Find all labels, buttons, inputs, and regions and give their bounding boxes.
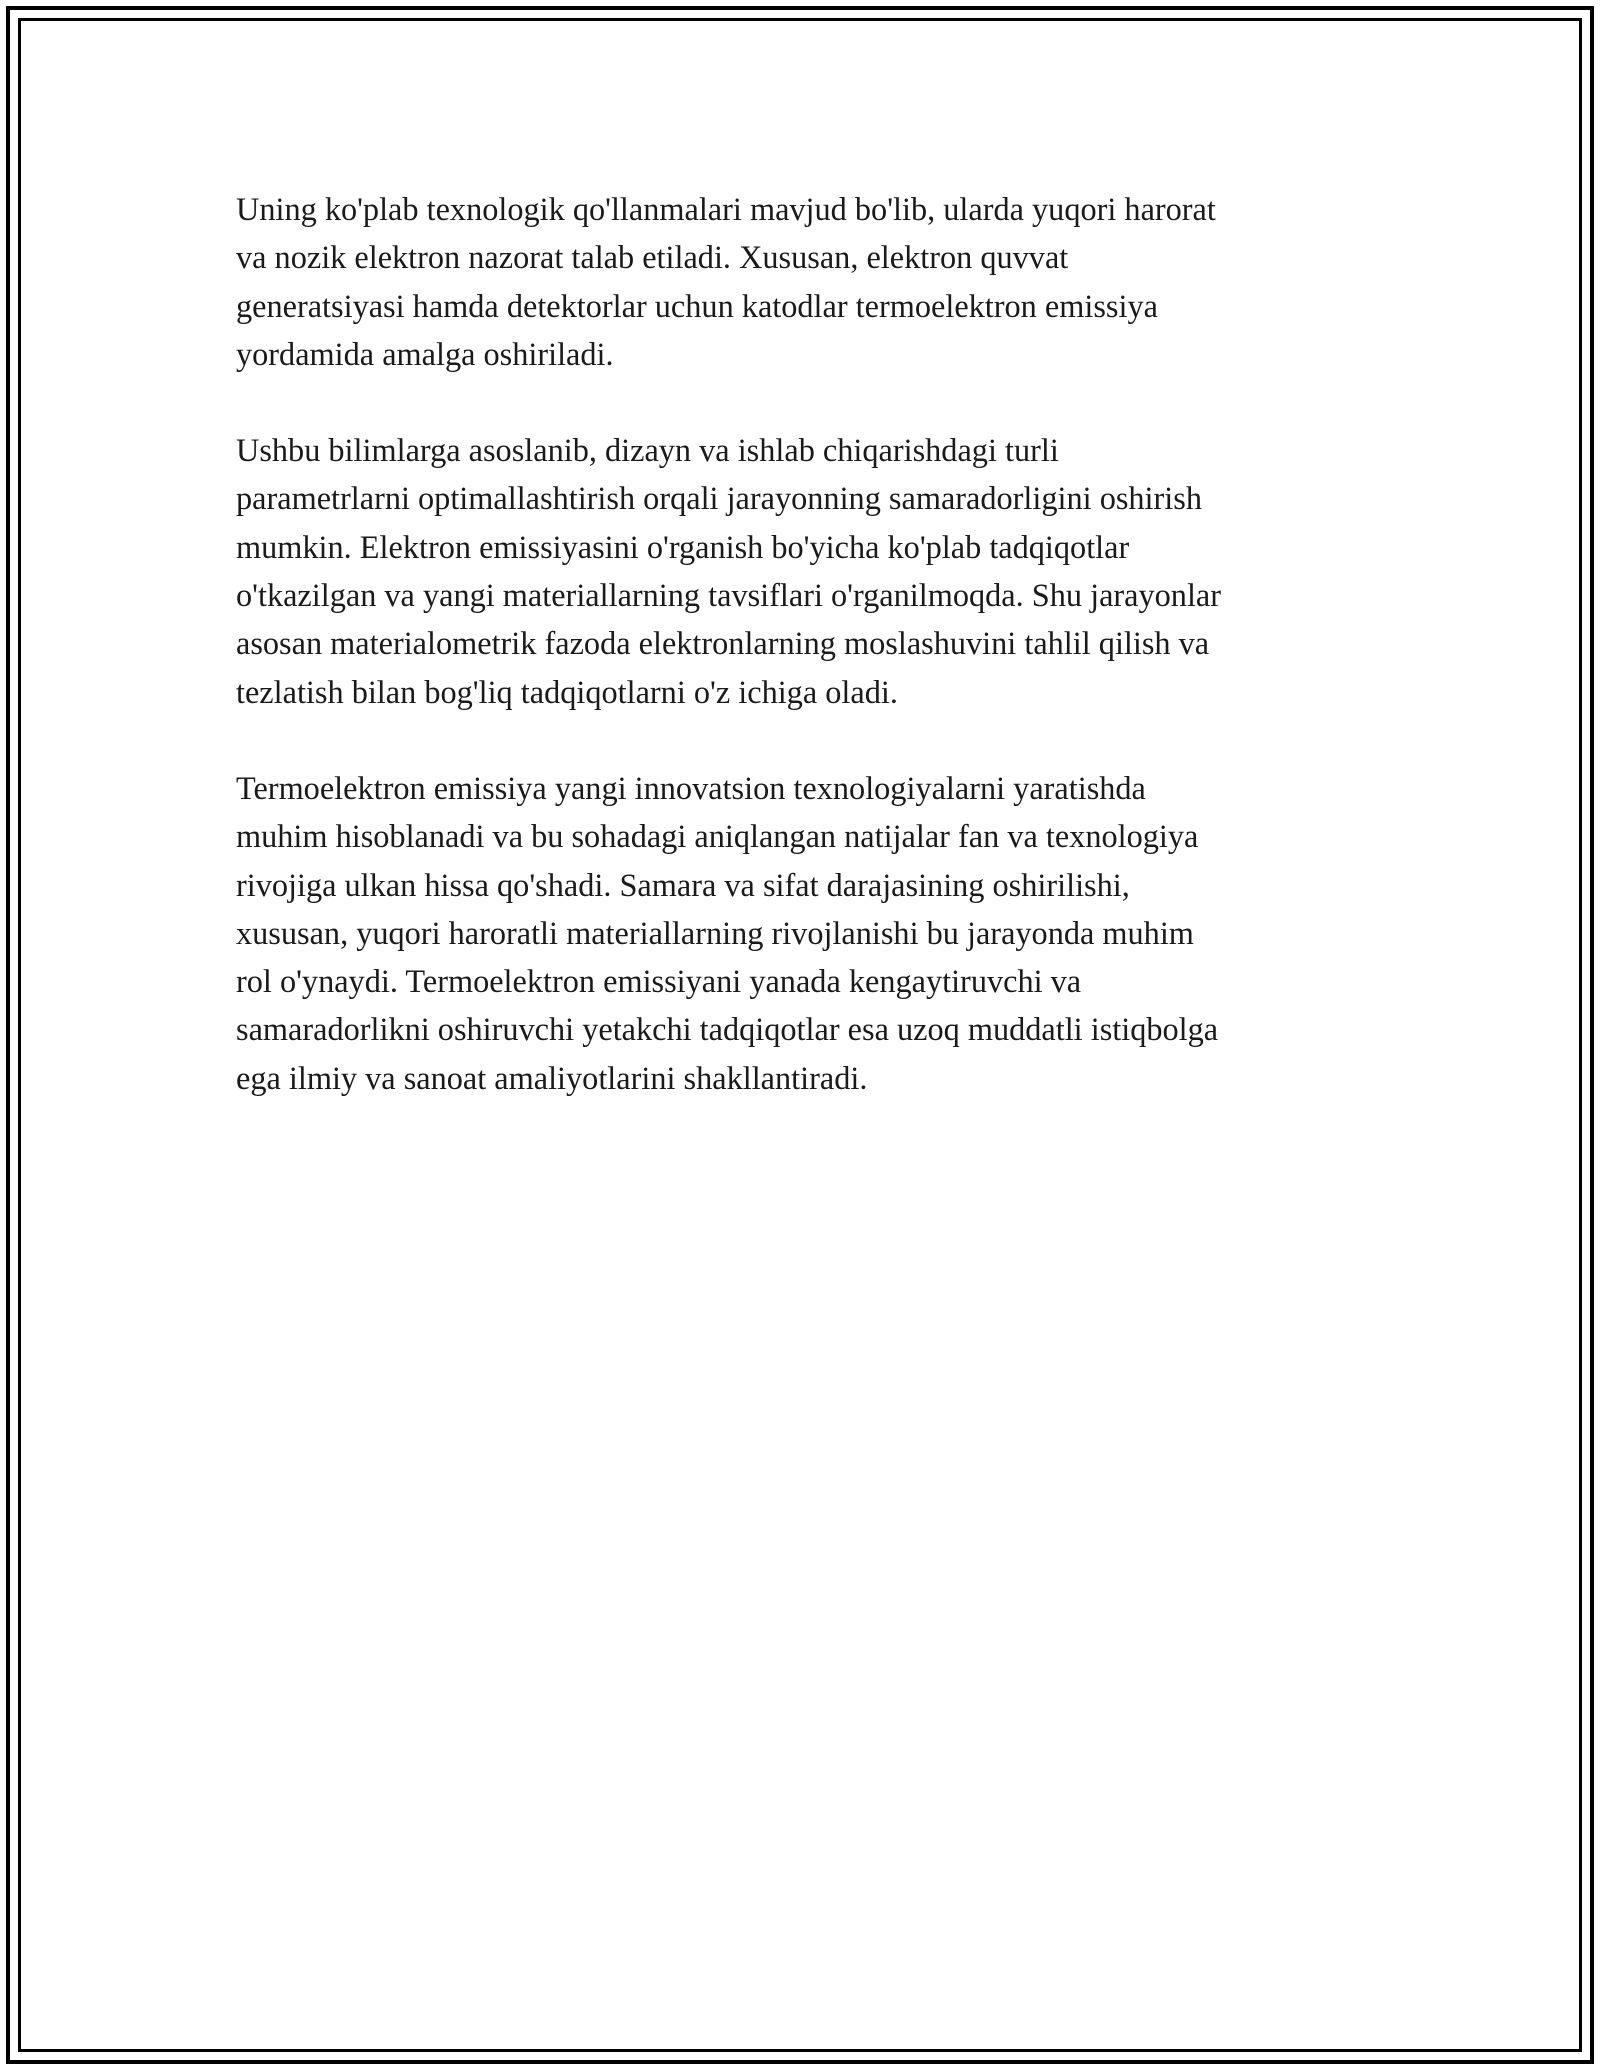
- text-line: Uning ko'plab texnologik qo'llanmalari mavjud bo'lib, ularda yuqori harorat: [236, 191, 1216, 227]
- paragraph-3: [236, 764, 1386, 1102]
- paragraph-1: [236, 185, 1386, 378]
- text-line: muhim hisoblanadi va bu sohadagi aniqlangan natijalar fan va texnologiya: [236, 818, 1199, 855]
- text-line: parametrlarni optimallashtirish orqali jarayonning samaradorligini oshirish: [236, 480, 1202, 517]
- text-line: xususan, yuqori haroratli materiallarning rivojlanishi bu jarayonda muhim: [236, 914, 1194, 951]
- text-line: rol o'ynaydi. Termoelektron emissiyani yanada kengaytiruvchi va: [236, 963, 1082, 1000]
- text-line: yordamida amalga oshiriladi.: [236, 335, 614, 372]
- paragraph-2: [236, 426, 1386, 716]
- text-line: samaradorlikni oshiruvchi yetakchi tadqiqotlar esa uzoq muddatli istiqbolga: [236, 1011, 1219, 1048]
- text-line: va nozik elektron nazorat talab etiladi. Xususan, elektron quvvat: [236, 239, 1069, 276]
- text-line: mumkin. Elektron emissiyasini o'rganish bo'yicha ko'plab tadqiqotlar: [236, 528, 1130, 565]
- text-line: o'tkazilgan va yangi materiallarning tavsiflari o'rganilmoqda. Shu jarayonlar: [236, 577, 1222, 614]
- text-line: asosan materialometrik fazoda elektronlarning moslashuvini tahlil qilish va: [236, 625, 1210, 662]
- text-line: rivojiga ulkan hissa qo'shadi. Samara va sifat darajasining oshirilishi,: [236, 866, 1130, 903]
- text-line: generatsiyasi hamda detektorlar uchun katodlar termoelektron emissiya: [236, 287, 1158, 324]
- document-body: [236, 185, 1386, 1150]
- text-line: tezlatish bilan bog'liq tadqiqotlarni o'z ichiga oladi.: [236, 673, 898, 710]
- text-line: ega ilmiy va sanoat amaliyotlarini shakllantiradi.: [236, 1059, 868, 1096]
- text-line: Termoelektron emissiya yangi innovatsion texnologiyalarni yaratishda: [236, 769, 1146, 806]
- text-line: Ushbu bilimlarga asoslanib, dizayn va ishlab chiqarishdagi turli: [236, 432, 1059, 469]
